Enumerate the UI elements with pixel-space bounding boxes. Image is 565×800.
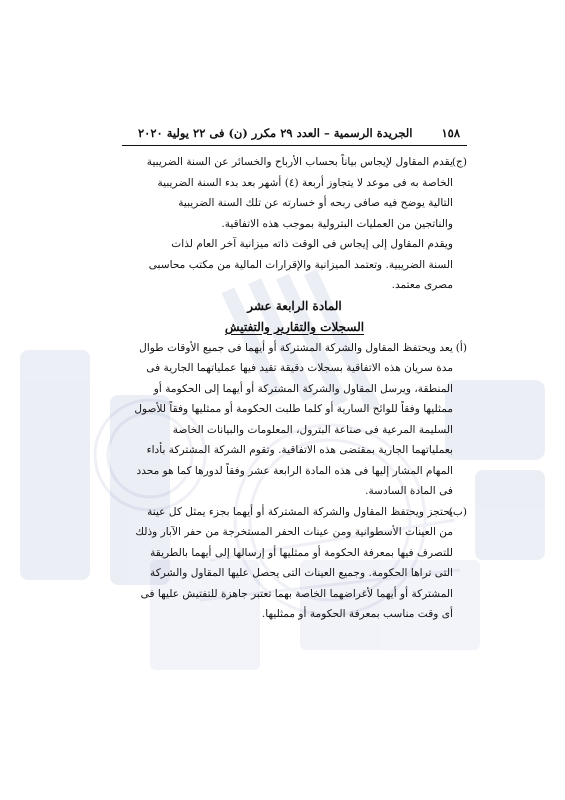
text-line: والناتجين من العمليات البترولية بموجب هذه الاتفاقية. xyxy=(221,217,453,230)
paragraph-c xyxy=(122,152,467,234)
page-header xyxy=(138,123,460,143)
text-line: الخاصة به فى موعد لا يتجاوز أربعة (٤) أشهر بعد بدء السنة الضريبية xyxy=(157,176,453,189)
text-line: يقدم المقاول لإيجاس بياناً بحساب الأرباح والخسائر عن السنة الضريبية xyxy=(146,156,453,168)
text-line: المنطقة، ويرسل المقاول والشركة المشتركة أو أيهما إلى الحكومة أو xyxy=(153,382,453,395)
article-body xyxy=(122,152,467,625)
text-line: يحتجز ويحتفظ المقاول والشركة المشتركة أو أيهما بجزء يمثل كل عينة xyxy=(147,505,453,518)
article-subtitle: السجلات والتقارير والتفتيش xyxy=(224,319,365,334)
article-title: المادة الرابعة عشر xyxy=(247,298,342,313)
paragraph-b xyxy=(122,502,467,625)
paragraph-c-continued xyxy=(122,234,467,296)
text-line: أى وقت مناسب بمعرفة الحكومة أو ممثليها. xyxy=(261,608,453,620)
text-line: يعد ويحتفظ المقاول والشركة المشتركة أو أيهما فى جميع الأوقات طوال xyxy=(139,341,453,354)
text-line: المهام المشار إليها فى هذه المادة الرابعة عشر وفقاً لدورها كما هو محدد xyxy=(136,464,453,477)
paragraph-marker: (ج) xyxy=(451,156,467,168)
text-line: مدة سريان هذه الاتفاقية بسجلات دقيقة تقيد فيها عملياتهما الجارية فى xyxy=(146,362,453,374)
page-number: ١٥٨ xyxy=(441,126,460,140)
text-line: التالية يوضح فيه صافى ربحه أو خسارته عن تلك السنة الضريبية xyxy=(178,197,453,209)
text-line: المشتركة أو أيهما لأغراضهما الخاصة بهما تعتبر جاهزة للتفتيش عليها فى xyxy=(140,587,453,600)
text-line: للتصرف فيها بمعرفة الحكومة أو ممثليها أو إرسالها إلى أيهما بالطريقة xyxy=(150,546,453,559)
text-line: ويقدم المقاول إلى إيجاس فى الوقت ذاته ميزانية آخر العام لذات xyxy=(171,238,453,250)
text-line: بعملياتهما الجارية بمقتضى هذه الاتفاقية. وتقوم الشركة المشتركة بأداء xyxy=(146,444,453,456)
text-line: فى المادة السادسة. xyxy=(365,485,453,497)
paragraph-a xyxy=(122,338,467,502)
running-title: الجريدة الرسمية – العدد ٢٩ مكرر (ن) فى ٢٢ يولية ٢٠٢٠ xyxy=(138,126,413,140)
header-rule xyxy=(122,145,467,146)
text-line: التى تراها الحكومة. وجميع العينات التى يحصل عليها المقاول والشركة xyxy=(150,567,453,579)
text-line: ممثليها وفقاً للوائح السارية أو كلما طلبت الحكومة أو ممثليها وفقاً للأصول xyxy=(134,403,453,415)
paragraph-marker: (ب) xyxy=(448,505,467,518)
text-line: مصرى معتمد. xyxy=(391,279,453,291)
paragraph-marker: (أ) xyxy=(455,341,467,354)
text-line: السنة الضريبية. وتعتمد الميزانية والإقرارات المالية من مكتب محاسبى xyxy=(148,258,453,271)
text-line: من العينات الأسطوانية ومن عينات الحفر المستخرجة من حفر الآبار وذلك xyxy=(135,526,453,538)
text-line: السليمة المرعية فى صناعة البترول، المعلومات والبيانات الخاصة xyxy=(172,423,453,436)
